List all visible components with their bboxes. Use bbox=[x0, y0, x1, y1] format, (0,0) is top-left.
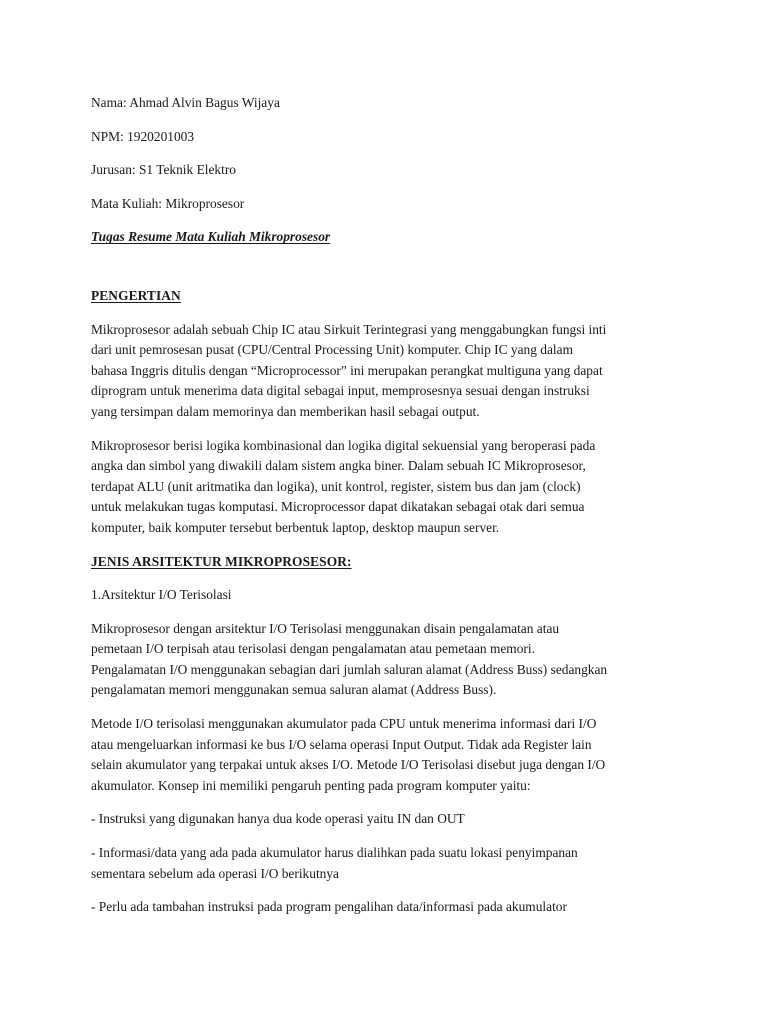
student-major: Jurusan: S1 Teknik Elektro bbox=[91, 162, 236, 178]
line: Mikroprosesor berisi logika kombinasional dan logika digital sekuensial yang beroperasi pada bbox=[91, 437, 596, 453]
heading-jenis-arsitektur: JENIS ARSITEKTUR MIKROPROSESOR: bbox=[91, 553, 352, 569]
line: pemetaan I/O terpisah atau terisolasi dengan pengalamatan atau pemetaan memori. bbox=[91, 641, 535, 657]
line: dari unit pemrosesan pusat (CPU/Central Processing Unit) komputer. Chip IC yang dalam bbox=[91, 342, 573, 358]
line: untuk melakukan tugas komputasi. Microprocessor dapat dikatakan sebagai otak dari semua bbox=[91, 499, 585, 515]
bullet-instruksi: - Instruksi yang digunakan hanya dua kode operasi yaitu IN dan OUT bbox=[91, 811, 465, 827]
course-name: Mata Kuliah: Mikroprosesor bbox=[91, 195, 245, 211]
line: sementara sebelum ada operasi I/O berikutnya bbox=[91, 865, 340, 881]
line: Mikroprosesor adalah sebuah Chip IC atau Sirkuit Terintegrasi yang menggabungkan fungsi inti bbox=[91, 321, 607, 337]
subheading-io-terisolasi: 1.Arsitektur I/O Terisolasi bbox=[91, 587, 232, 603]
line: selain akumulator yang terpakai untuk akses I/O. Metode I/O Terisolasi disebut juga dengan I/O bbox=[91, 757, 606, 773]
document-body bbox=[91, 93, 686, 918]
line: Metode I/O terisolasi menggunakan akumulator pada CPU untuk menerima informasi dari I/O bbox=[91, 716, 597, 732]
bullet-informasi bbox=[91, 843, 686, 884]
line: terdapat ALU (unit aritmatika dan logika), unit kontrol, register, sistem bus dan jam (clock) bbox=[91, 478, 581, 494]
line: - Informasi/data yang ada pada akumulator harus dialihkan pada suatu lokasi penyimpanan bbox=[91, 845, 578, 861]
line: komputer, baik komputer tersebut berbentuk laptop, desktop maupun server. bbox=[91, 519, 500, 535]
line: angka dan simbol yang diwakili dalam sistem angka biner. Dalam sebuah IC Mikroprosesor, bbox=[91, 458, 586, 474]
paragraph-pengertian-2 bbox=[91, 436, 686, 539]
line: yang tersimpan dalam memorinya dan memberikan hasil sebagai output. bbox=[91, 403, 480, 419]
line: diprogram untuk menerima data digital sebagai input, memprosesnya sesuai dengan instruksi bbox=[91, 383, 590, 399]
student-name: Nama: Ahmad Alvin Bagus Wijaya bbox=[91, 95, 280, 110]
line: pengalamatan memori menggunakan semua saluran alamat (Address Buss). bbox=[91, 682, 497, 698]
heading-pengertian: PENGERTIAN bbox=[91, 287, 181, 303]
paragraph-pengertian-1 bbox=[91, 320, 686, 423]
line: akumulator. Konsep ini memiliki pengaruh penting pada program komputer yaitu: bbox=[91, 777, 531, 793]
student-npm: NPM: 1920201003 bbox=[91, 128, 195, 144]
line: atau mengeluarkan informasi ke bus I/O selama operasi Input Output. Tidak ada Register lain bbox=[91, 736, 592, 752]
line: Mikroprosesor dengan arsitektur I/O Terisolasi menggunakan disain pengalamatan atau bbox=[91, 620, 560, 636]
line: Pengalamatan I/O menggunakan sebagian dari jumlah saluran alamat (Address Buss) sedangkan bbox=[91, 661, 608, 677]
bullet-tambahan-instruksi: - Perlu ada tambahan instruksi pada program pengalihan data/informasi pada akumulator bbox=[91, 899, 567, 915]
document-title: Tugas Resume Mata Kuliah Mikroprosesor bbox=[91, 229, 331, 245]
paragraph-jenis-1 bbox=[91, 619, 686, 701]
paragraph-jenis-2 bbox=[91, 714, 686, 796]
line: bahasa Inggris ditulis dengan “Microprocessor” ini merupakan perangkat multiguna yang dapat bbox=[91, 362, 603, 378]
